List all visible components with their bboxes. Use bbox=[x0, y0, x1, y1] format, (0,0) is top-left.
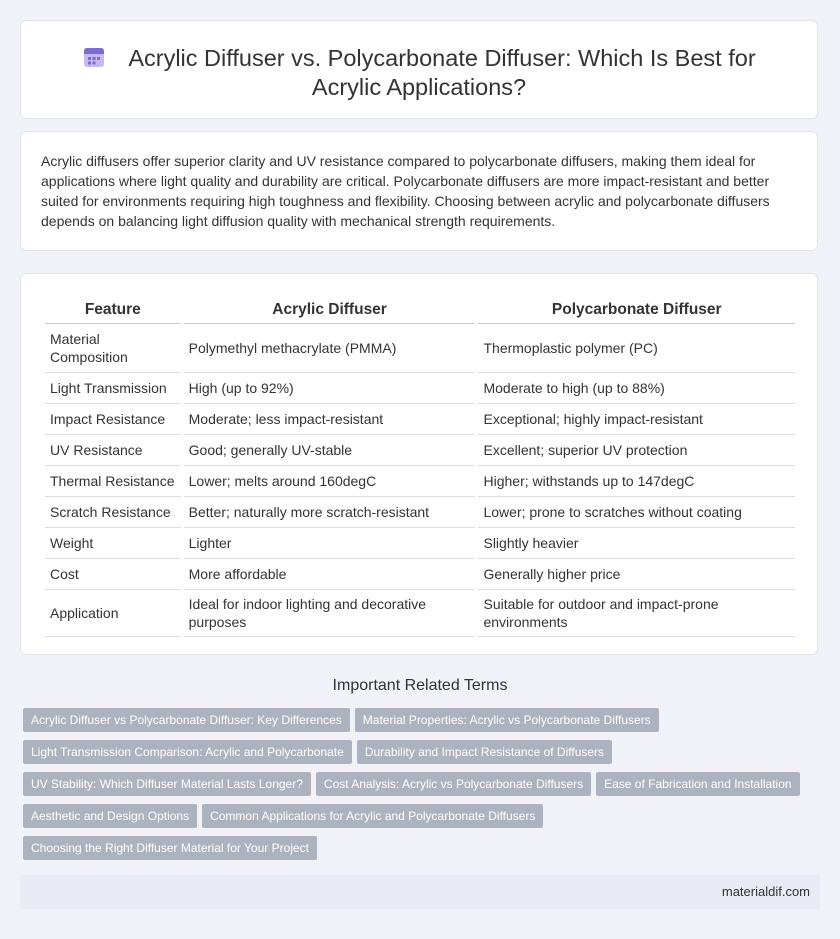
table-row bbox=[45, 404, 795, 435]
cell-feature: Cost bbox=[45, 559, 181, 590]
cell-feature: Light Transmission bbox=[45, 373, 181, 404]
cell-acrylic: Lower; melts around 160degC bbox=[184, 466, 476, 497]
related-term-tag[interactable]: Material Properties: Acrylic vs Polycarbonate Diffusers bbox=[355, 708, 659, 732]
related-term-tag[interactable]: UV Stability: Which Diffuser Material Lasts Longer? bbox=[23, 772, 311, 796]
cell-acrylic: Ideal for indoor lighting and decorative purposes bbox=[184, 590, 476, 637]
cell-acrylic: More affordable bbox=[184, 559, 476, 590]
cell-polycarbonate: Slightly heavier bbox=[478, 528, 795, 559]
comparison-card bbox=[20, 273, 818, 655]
comparison-table bbox=[42, 294, 798, 637]
related-term-tag[interactable]: Acrylic Diffuser vs Polycarbonate Diffuser: Key Differences bbox=[23, 708, 350, 732]
cell-feature: Application bbox=[45, 590, 181, 637]
page-title bbox=[21, 44, 817, 102]
tag-row bbox=[23, 772, 823, 804]
title-card bbox=[20, 20, 818, 119]
table-row bbox=[45, 497, 795, 528]
tag-row bbox=[23, 708, 823, 740]
intro-text: Acrylic diffusers offer superior clarity and UV resistance compared to polycarbonate diffusers, making them ideal for applications where light quality and durability are critical. Polycarbonate diffusers are more impact-resistant and better suited for environments requiring high toughness and flexibility. Choosing between acrylic and polycarbonate diffusers depends on balancing light diffusion quality with mechanical strength requirements. bbox=[41, 153, 770, 229]
cell-acrylic: Better; naturally more scratch-resistant bbox=[184, 497, 476, 528]
table-row bbox=[45, 324, 795, 373]
cell-feature: Impact Resistance bbox=[45, 404, 181, 435]
related-term-tag[interactable]: Ease of Fabrication and Installation bbox=[596, 772, 799, 796]
cell-feature: Material Composition bbox=[45, 324, 181, 373]
cell-polycarbonate: Higher; withstands up to 147degC bbox=[478, 466, 795, 497]
intro-card bbox=[20, 131, 818, 251]
related-term-tag[interactable]: Aesthetic and Design Options bbox=[23, 804, 197, 828]
table-row bbox=[45, 590, 795, 637]
footer bbox=[20, 875, 820, 909]
table-row bbox=[45, 435, 795, 466]
related-term-tag[interactable]: Light Transmission Comparison: Acrylic and Polycarbonate bbox=[23, 740, 352, 764]
table-row bbox=[45, 373, 795, 404]
cell-acrylic: Moderate; less impact-resistant bbox=[184, 404, 476, 435]
related-term-tag[interactable]: Cost Analysis: Acrylic vs Polycarbonate Diffusers bbox=[316, 772, 591, 796]
cell-polycarbonate: Excellent; superior UV protection bbox=[478, 435, 795, 466]
title-line-2: Acrylic Applications? bbox=[311, 74, 527, 100]
tag-row bbox=[23, 740, 823, 772]
calendar-icon bbox=[82, 45, 106, 69]
cell-feature: UV Resistance bbox=[45, 435, 181, 466]
table-row bbox=[45, 528, 795, 559]
cell-acrylic: Lighter bbox=[184, 528, 476, 559]
footer-site-link[interactable]: materialdif.com bbox=[721, 884, 810, 899]
cell-polycarbonate: Suitable for outdoor and impact-prone environments bbox=[478, 590, 795, 637]
cell-polycarbonate: Lower; prone to scratches without coating bbox=[478, 497, 795, 528]
tag-row bbox=[23, 836, 823, 868]
header-acrylic: Acrylic Diffuser bbox=[184, 294, 476, 324]
cell-feature: Weight bbox=[45, 528, 181, 559]
related-term-tag[interactable]: Common Applications for Acrylic and Polycarbonate Diffusers bbox=[202, 804, 543, 828]
cell-acrylic: Good; generally UV-stable bbox=[184, 435, 476, 466]
cell-polycarbonate: Exceptional; highly impact-resistant bbox=[478, 404, 795, 435]
related-terms-title: Important Related Terms bbox=[332, 677, 508, 694]
related-terms-tags bbox=[23, 708, 823, 868]
cell-polycarbonate: Thermoplastic polymer (PC) bbox=[478, 324, 795, 373]
cell-polycarbonate: Moderate to high (up to 88%) bbox=[478, 373, 795, 404]
header-feature: Feature bbox=[45, 294, 181, 324]
tag-row bbox=[23, 804, 823, 836]
cell-acrylic: Polymethyl methacrylate (PMMA) bbox=[184, 324, 476, 373]
title-line-1: Acrylic Diffuser vs. Polycarbonate Diffuser: Which Is Best for bbox=[128, 45, 756, 71]
cell-polycarbonate: Generally higher price bbox=[478, 559, 795, 590]
cell-feature: Scratch Resistance bbox=[45, 497, 181, 528]
related-term-tag[interactable]: Durability and Impact Resistance of Diffusers bbox=[357, 740, 612, 764]
table-row bbox=[45, 466, 795, 497]
related-term-tag[interactable]: Choosing the Right Diffuser Material for Your Project bbox=[23, 836, 317, 860]
table-row bbox=[45, 559, 795, 590]
cell-acrylic: High (up to 92%) bbox=[184, 373, 476, 404]
header-polycarbonate: Polycarbonate Diffuser bbox=[478, 294, 795, 324]
cell-feature: Thermal Resistance bbox=[45, 466, 181, 497]
table-header-row bbox=[45, 294, 795, 324]
